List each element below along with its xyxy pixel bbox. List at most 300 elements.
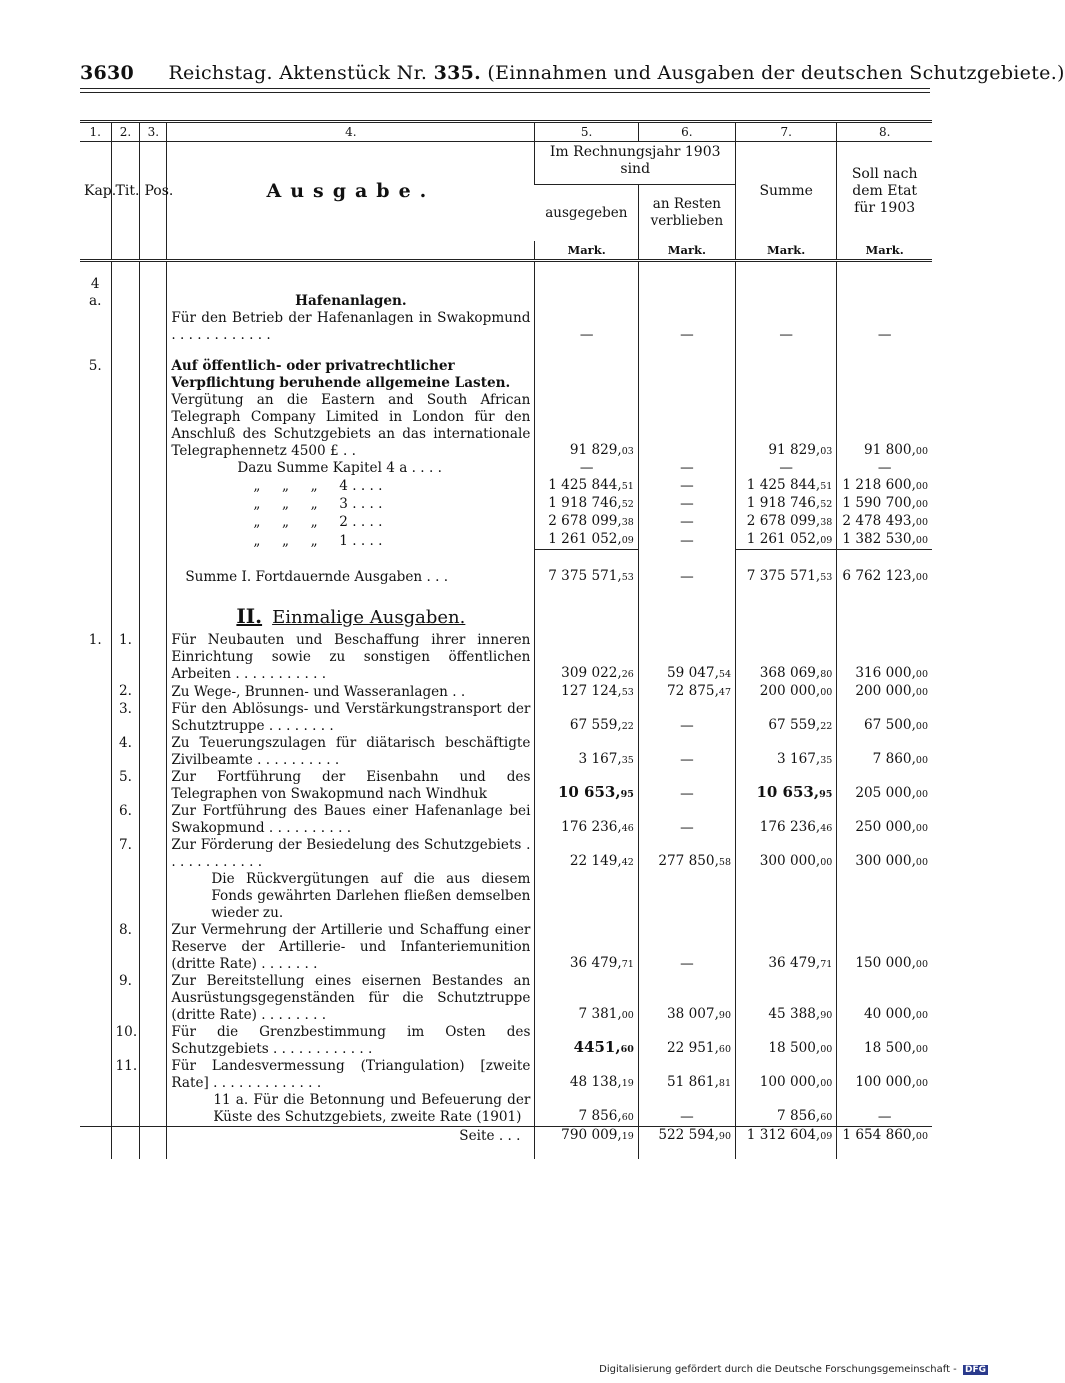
colnum: 3. (140, 122, 167, 142)
row-text: Für die Grenzbestimmung im Osten des Schutzgebiets . . . . . . . . . . . . (167, 1024, 535, 1058)
table-row (80, 460, 932, 477)
value-resten: — (638, 803, 735, 837)
value-soll (837, 632, 932, 683)
value-soll (837, 973, 932, 1024)
value-main: 300 000, (759, 853, 821, 869)
value-soll (837, 477, 932, 495)
value-cents: 80 (820, 669, 833, 680)
row-text: Für den Ablösungs- und Verstärkungstransport der Schutztruppe . . . . . . . . (167, 701, 535, 735)
table-row (80, 392, 932, 460)
value-cents: 47 (718, 687, 731, 698)
header-doc-label: Aktenstück Nr. (279, 62, 428, 84)
tit-number: 2. (111, 683, 140, 701)
value-summe (736, 1024, 837, 1058)
value-cents: 03 (820, 446, 833, 457)
footer-text: Digitalisierung gefördert durch die Deutsche Forschungsgemeinschaft - (599, 1364, 957, 1375)
value-ausgegeben (535, 531, 638, 550)
row-text: Vergütung an die Eastern and South African Telegraph Company Limited in London für den Anschluß des Schutzgebiets an das internationale Telegraphennetz 4500 £ . . (167, 392, 535, 460)
tit-number: 1. (111, 632, 140, 683)
value-main: 100 000, (855, 1074, 916, 1090)
value-cents: 00 (915, 535, 928, 546)
dazu-label: „ „ „ 3 . . . . (167, 495, 535, 513)
kap-number: 4 a. (89, 276, 102, 309)
column-numbers-row (80, 122, 932, 142)
row-text: Für Landesvermessung (Triangulation) [zweite Rate] . . . . . . . . . . . . . (167, 1058, 535, 1092)
value-main: 1 218 600, (842, 477, 916, 493)
tit-number: 9. (111, 973, 140, 1024)
note-row (80, 871, 932, 922)
value-summe (736, 1058, 837, 1092)
value-cents: 46 (621, 823, 634, 834)
value-cents: 00 (820, 857, 833, 868)
value-cents: 09 (820, 1131, 833, 1142)
kap-header: Kap. (84, 183, 117, 199)
section-ii-title: Einmalige Ausgaben. (272, 607, 466, 628)
table-row (80, 683, 932, 701)
value-summe (736, 837, 837, 871)
kap-number: 5. (88, 358, 102, 374)
value-ausgegeben (535, 837, 638, 871)
value-soll (837, 495, 932, 513)
value-cents: 00 (621, 1010, 634, 1021)
row-text: Zu Teuerungszulagen für diätarisch beschäftigte Zivilbeamte . . . . . . . . . . (167, 735, 535, 769)
header-rule (80, 88, 930, 89)
value-soll (837, 531, 932, 550)
header-row (80, 142, 932, 185)
tit-number: 7. (111, 837, 140, 871)
value-cents: 60 (820, 1112, 833, 1123)
value-main: 1 261 052, (746, 531, 821, 547)
cell-dash: — (535, 460, 638, 477)
cell-dash: — (837, 310, 932, 344)
value-cents: 00 (915, 721, 928, 732)
unit-label: Mark. (837, 241, 932, 261)
value-main: 3 167, (776, 751, 821, 767)
value-cents: 09 (820, 535, 833, 546)
value-soll (837, 1024, 932, 1058)
kap-number (80, 1024, 111, 1058)
kap-number (80, 1058, 111, 1092)
value-ausgegeben (535, 769, 638, 803)
value-cents: 38 (820, 517, 833, 528)
summe-label: Summe I. Fortdauernde Ausgaben . . . (167, 564, 535, 586)
table-row (80, 769, 932, 803)
value-main: 309 022, (561, 665, 622, 681)
value-main: 7 856, (776, 1108, 821, 1124)
value-main: 67 559, (768, 717, 821, 733)
table-row (80, 803, 932, 837)
colnum: 6. (638, 122, 735, 142)
value-cents: 52 (820, 499, 833, 510)
ausgabe-header: Ausgabe. (167, 142, 535, 242)
value-cents: 95 (819, 789, 833, 800)
value-main: 7 856, (578, 1108, 622, 1124)
einmalige-items (80, 632, 932, 1092)
unit-label: Mark. (736, 241, 837, 261)
value-ausgegeben (535, 1092, 638, 1127)
kap-number (80, 837, 111, 871)
value-main: 40 000, (864, 1006, 916, 1022)
value-soll (837, 564, 932, 586)
value-main: 91 829, (569, 442, 622, 458)
value-main: 127 124, (561, 683, 622, 699)
section-roman: II. (236, 604, 263, 628)
value-summe (736, 735, 837, 769)
value-cents: 53 (820, 572, 833, 583)
value-cents: 00 (915, 687, 928, 698)
value-soll (837, 1058, 932, 1092)
dazu-rows (80, 477, 932, 550)
value-main: 1 425 844, (548, 477, 622, 493)
value-cents: 90 (820, 1010, 833, 1021)
colnum: 8. (837, 122, 932, 142)
value-soll (837, 1127, 932, 1146)
dazu-label: Dazu Summe Kapitel 4 a . . . . (167, 460, 535, 477)
value-cents: 19 (621, 1078, 634, 1089)
cell-dash: — (837, 1092, 932, 1127)
value-main: 1 382 530, (842, 531, 916, 547)
row-text: Zu Wege-, Brunnen- und Wasseranlagen . . (167, 683, 535, 701)
value-main: 1 590 700, (842, 495, 916, 511)
value-cents: 22 (820, 721, 833, 732)
value-summe (736, 632, 837, 683)
tit-number: 8. (111, 922, 140, 973)
value-main: 522 594, (658, 1127, 719, 1143)
value-summe (736, 683, 837, 701)
value-ausgegeben (535, 477, 638, 495)
value-main: 100 000, (759, 1074, 821, 1090)
value-cents: 00 (915, 823, 928, 834)
colnum: 7. (736, 122, 837, 142)
value-cents: 71 (820, 959, 833, 970)
value-main: 51 861, (667, 1074, 719, 1090)
cell-dash: — (638, 460, 735, 477)
tit-number: 4. (111, 735, 140, 769)
row-text: 11 a. Für die Betonnung und Befeuerung der Küste des Schutzgebiets, zweite Rate (1901) (167, 1092, 535, 1127)
value-main: 1 918 746, (746, 495, 821, 511)
value-cents: 09 (621, 535, 634, 546)
value-resten: — (638, 735, 735, 769)
value-soll (837, 683, 932, 701)
colnum: 1. (80, 122, 111, 142)
page-number: 3630 (80, 62, 135, 84)
colnum: 4. (167, 122, 535, 142)
value-ausgegeben (535, 803, 638, 837)
value-summe (736, 513, 837, 531)
value-cents: 00 (915, 857, 928, 868)
value-cents: 53 (621, 687, 634, 698)
value-summe (736, 803, 837, 837)
value-resten (638, 837, 735, 871)
dazu-label: „ „ „ 1 . . . . (167, 531, 535, 550)
value-main: 2 678 099, (746, 513, 821, 529)
kap-number (80, 803, 111, 837)
tit-number: 11. (111, 1058, 140, 1092)
value-main: 91 800, (864, 442, 916, 458)
kap-number (80, 735, 111, 769)
value-main: 150 000, (855, 955, 916, 971)
dazu-row (80, 495, 932, 513)
cell-dash: — (638, 495, 735, 513)
value-cents: 00 (915, 959, 928, 970)
value-main: 2 478 493, (842, 513, 916, 529)
value-main: 72 875, (667, 683, 719, 699)
value-summe (736, 495, 837, 513)
value-cents: 46 (820, 823, 833, 834)
cell-dash: — (736, 310, 837, 344)
section-title: Auf öffentlich- oder privatrechtlicher Verpflichtung beruhende allgemeine Lasten. (167, 344, 535, 392)
value-soll (837, 837, 932, 871)
header-doc-number: 335. (433, 62, 482, 84)
an-resten-header: an Resten verblieben (638, 185, 735, 242)
value-main: 790 009, (561, 1127, 622, 1143)
value-cents: 90 (718, 1010, 731, 1021)
dazu-row (80, 477, 932, 495)
value-resten (638, 683, 735, 701)
value-cents: 00 (820, 687, 833, 698)
value-ausgegeben (535, 1058, 638, 1092)
cell-dash: — (638, 477, 735, 495)
rechnungsjahr-header: Im Rechnungsjahr 1903 sind (535, 142, 736, 185)
value-main: 3 167, (578, 751, 622, 767)
value-main: 300 000, (855, 853, 916, 869)
row-text: Zur Fortführung des Baues einer Hafenanlage bei Swakopmund . . . . . . . . . . (167, 803, 535, 837)
summe-header: Summe (736, 142, 837, 242)
row-text: Zur Bereitstellung eines eisernen Bestandes an Ausrüstungsgegenständen für die Schutztruppe (dritte Rate) . . . . . . . . (167, 973, 535, 1024)
value-summe (736, 701, 837, 735)
table-row (80, 261, 932, 311)
value-main: 200 000, (855, 683, 916, 699)
table-row (80, 922, 932, 973)
cell-dash: — (736, 460, 837, 477)
value-main: 1 654 860, (842, 1127, 916, 1143)
dazu-label: „ „ „ 2 . . . . (167, 513, 535, 531)
value-cents: 95 (620, 789, 634, 800)
value-main: 200 000, (759, 683, 821, 699)
tit-number: 6. (111, 803, 140, 837)
value-main: 67 559, (569, 717, 622, 733)
value-soll (837, 513, 932, 531)
dfg-logo-icon: DFG (964, 1365, 986, 1375)
value-resten (638, 1058, 735, 1092)
soll-header: Soll nach dem Etat für 1903 (837, 142, 932, 242)
value-cents: 54 (718, 669, 731, 680)
value-main: 4451, (573, 1038, 621, 1056)
value-main: 36 479, (569, 955, 622, 971)
value-soll (837, 769, 932, 803)
value-ausgegeben (535, 1024, 638, 1058)
value-summe (736, 392, 837, 460)
value-ausgegeben (535, 495, 638, 513)
value-soll (837, 701, 932, 735)
value-cents: 00 (915, 1078, 928, 1089)
value-resten: — (638, 922, 735, 973)
cell-dash: — (638, 310, 735, 344)
value-main: 59 047, (667, 665, 719, 681)
value-main: 316 000, (855, 665, 916, 681)
value-ausgegeben (535, 513, 638, 531)
value-main: 22 951, (667, 1040, 719, 1056)
tit-number: 3. (111, 701, 140, 735)
value-cents: 00 (915, 517, 928, 528)
value-ausgegeben (535, 392, 638, 460)
value-main: 91 829, (768, 442, 821, 458)
table-row (80, 701, 932, 735)
value-cents: 03 (621, 446, 634, 457)
row-text: Für Neubauten und Beschaffung ihrer inneren Einrichtung sowie zu sonstigen öffentlichen Arbeiten . . . . . . . . . . . (167, 632, 535, 683)
value-main: 22 149, (569, 853, 622, 869)
colnum: 2. (111, 122, 140, 142)
value-summe (736, 531, 837, 550)
value-resten: — (638, 769, 735, 803)
value-cents: 00 (820, 1078, 833, 1089)
table-row (80, 837, 932, 871)
value-main: 48 138, (569, 1074, 622, 1090)
value-cents: 00 (915, 755, 928, 766)
value-ausgegeben (535, 1127, 638, 1146)
value-resten (638, 1127, 735, 1146)
value-cents: 51 (820, 481, 833, 492)
value-main: 1 261 052, (548, 531, 622, 547)
value-cents: 81 (718, 1078, 731, 1089)
note-text: Die Rückvergütungen auf die aus diesem Fonds gewährten Darlehen fließen demselben wieder zu. (167, 871, 535, 922)
cell-dash: — (638, 1092, 735, 1127)
value-main: 45 388, (768, 1006, 821, 1022)
header-prefix: Reichstag. (168, 62, 273, 84)
value-cents: 19 (621, 1131, 634, 1142)
value-main: 7 375 571, (548, 568, 622, 584)
table-row (80, 1024, 932, 1058)
dazu-row (80, 513, 932, 531)
kap-number (80, 922, 111, 973)
kap-number (80, 769, 111, 803)
value-summe (736, 477, 837, 495)
value-cents: 35 (820, 755, 833, 766)
value-ausgegeben (535, 922, 638, 973)
value-cents: 00 (915, 499, 928, 510)
seite-row (80, 1127, 932, 1146)
value-main: 38 007, (667, 1006, 719, 1022)
value-cents: 53 (621, 572, 634, 583)
value-main: 368 069, (759, 665, 821, 681)
row-text: Zur Förderung der Besiedelung des Schutzgebiets . . . . . . . . . . . . (167, 837, 535, 871)
kap-number (80, 683, 111, 701)
tit-number: 5. (111, 769, 140, 803)
value-resten: — (638, 701, 735, 735)
value-cents: 00 (915, 1131, 928, 1142)
row-text: Zur Vermehrung der Artillerie und Schaffung einer Reserve der Artillerie- und Infanteriemunition (dritte Rate) . . . . . . . (167, 922, 535, 973)
value-cents: 90 (718, 1131, 731, 1142)
table-row (80, 973, 932, 1024)
tit-number: 10. (111, 1024, 140, 1058)
value-soll (837, 735, 932, 769)
value-main: 10 653, (557, 783, 621, 801)
value-main: 6 762 123, (842, 568, 916, 584)
value-summe (736, 1127, 837, 1146)
value-cents: 60 (718, 1044, 731, 1055)
value-summe (736, 564, 837, 586)
footer (599, 1364, 988, 1375)
kap-number (80, 973, 111, 1024)
value-cents: 00 (915, 789, 928, 800)
page-header (80, 62, 1065, 84)
table-row (80, 1092, 932, 1127)
value-cents: 60 (620, 1044, 634, 1055)
cell-dash: — (638, 531, 735, 550)
value-main: 176 236, (759, 819, 821, 835)
value-main: 36 479, (768, 955, 821, 971)
value-summe (736, 973, 837, 1024)
value-resten (638, 632, 735, 683)
value-main: 10 653, (756, 783, 820, 801)
section-ii-heading (167, 600, 535, 632)
ausgegeben-header: ausgegeben (545, 204, 628, 221)
value-ausgegeben (535, 632, 638, 683)
dazu-row (80, 531, 932, 550)
value-ausgegeben (535, 564, 638, 586)
section-heading-row (80, 600, 932, 632)
value-cents: 51 (621, 481, 634, 492)
unit-label: Mark. (638, 241, 735, 261)
value-main: 250 000, (855, 819, 916, 835)
row-text: Für den Betrieb der Hafenanlagen in Swakopmund . . . . . . . . . . . . (167, 310, 535, 344)
kap-number (80, 701, 111, 735)
value-cents: 00 (915, 1010, 928, 1021)
value-main: 1 425 844, (746, 477, 821, 493)
value-cents: 00 (820, 1044, 833, 1055)
tit-header: Tit. (111, 142, 140, 242)
value-main: 205 000, (855, 785, 916, 801)
table-row (80, 735, 932, 769)
value-cents: 42 (621, 857, 634, 868)
value-main: 1 918 746, (548, 495, 622, 511)
value-main: 1 312 604, (746, 1127, 821, 1143)
row-text: Zur Fortführung der Eisenbahn und des Telegraphen von Swakopmund nach Windhuk (167, 769, 535, 803)
table-row (80, 344, 932, 392)
value-resten (638, 1024, 735, 1058)
value-main: 176 236, (561, 819, 622, 835)
value-cents: 38 (621, 517, 634, 528)
kap-number: 1. (88, 632, 102, 648)
value-main: 18 500, (768, 1040, 821, 1056)
value-soll (837, 392, 932, 460)
value-cents: 00 (915, 446, 928, 457)
cell-dash: — (837, 460, 932, 477)
value-cents: 58 (718, 857, 731, 868)
summe-row (80, 564, 932, 586)
value-cents: 00 (915, 669, 928, 680)
value-main: 18 500, (864, 1040, 916, 1056)
value-main: 2 678 099, (548, 513, 622, 529)
value-soll (837, 922, 932, 973)
value-cents: 22 (621, 721, 634, 732)
value-summe (736, 922, 837, 973)
section-title: Hafenanlagen. (167, 261, 535, 311)
units-row (80, 241, 932, 261)
value-resten (638, 973, 735, 1024)
cell-dash: — (638, 564, 735, 586)
value-summe (736, 769, 837, 803)
value-cents: 60 (621, 1112, 634, 1123)
value-main: 67 500, (864, 717, 916, 733)
cell-dash: — (638, 513, 735, 531)
value-ausgegeben (535, 735, 638, 769)
unit-label: Mark. (535, 241, 638, 261)
pos-header: Pos. (140, 142, 167, 242)
table-row (80, 1058, 932, 1092)
value-summe (736, 1092, 837, 1127)
value-ausgegeben (535, 973, 638, 1024)
